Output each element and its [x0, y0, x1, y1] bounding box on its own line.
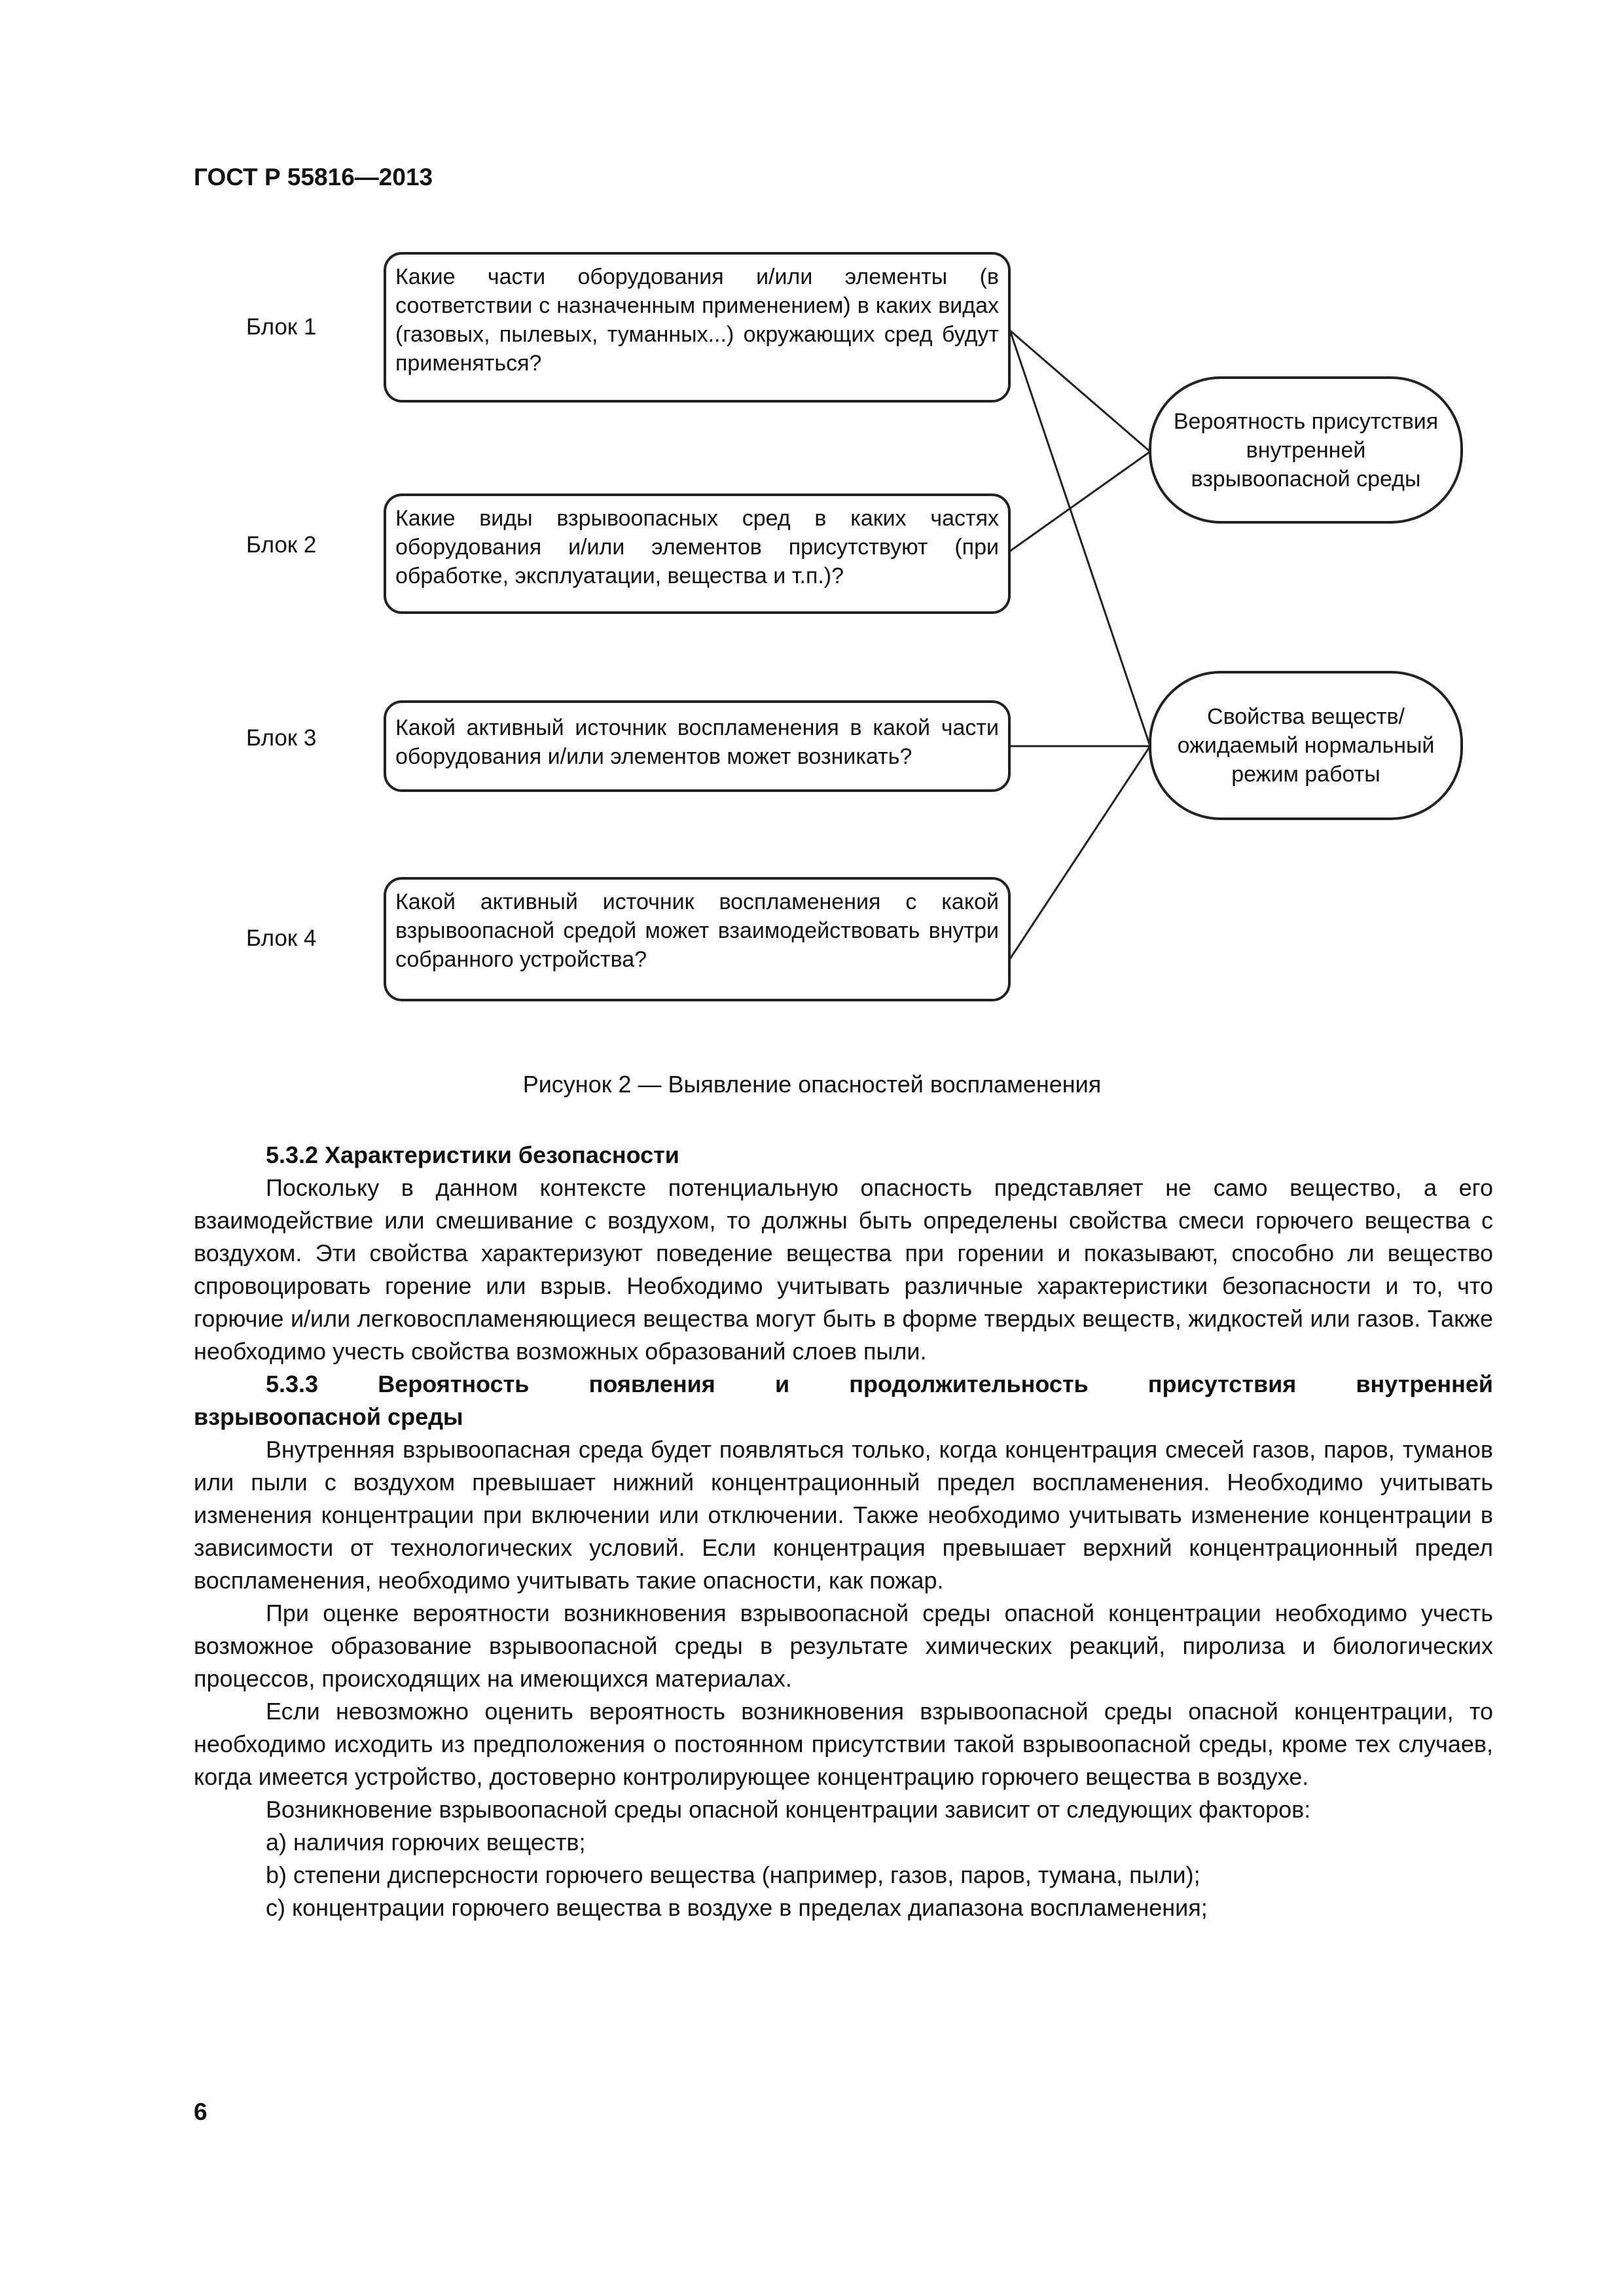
section-5-3-3-paragraph-1: Внутренняя взрывоопасная среда будет появляться только, когда концентрация смесей газов, паров, туманов или пыли с воздухом превышает нижний концентрационный предел воспламенения. Необходимо учитывать изменения концентрации при включении или отключении. Также необходимо учитывать изменение концентрации в зависимости от технологических условий. Если концентрация превышает верхний концентрационный предел воспламенения, необходимо учитывать такие опасности, как пожар. [194, 1436, 1493, 1594]
outcome-substance-properties: Свойства веществ/ожидаемый нормальный режим работы [1149, 671, 1463, 820]
list-item: a) наличия горючих веществ; [266, 1829, 586, 1856]
page-number: 6 [194, 2098, 208, 2125]
block-label-3: Блок 3 [246, 725, 317, 751]
block-3: Какой активный источник воспламенения в какой части оборудования и/или элементов может возникать? [384, 700, 1011, 792]
section-5-3-3-title-cont: взрывоопасной среды [194, 1403, 463, 1430]
block-label-4: Блок 4 [246, 925, 317, 951]
list-item: c) концентрации горючего вещества в воздухе в пределах диапазона воспламенения; [266, 1894, 1208, 1921]
figure-2-diagram [0, 0, 1624, 1047]
section-5-3-2-title: 5.3.2 Характеристики безопасности [266, 1141, 679, 1168]
section-5-3-3-paragraph-2: При оценке вероятности возникновения взрывоопасной среды опасной концентрации необходимо учесть возможное образование взрывоопасной среды в результате химических реакций, пиролиза и биологических процессов, происходящих на имеющихся материалах. [194, 1600, 1493, 1692]
section-5-3-3-title: 5.3.3 Вероятность появления и продолжительность присутствия внутренней [266, 1371, 1493, 1397]
section-5-3-3-paragraph-4: Возникновение взрывоопасной среды опасной концентрации зависит от следующих факторов: [266, 1796, 1311, 1823]
block-label-1: Блок 1 [246, 314, 317, 340]
block-1: Какие части оборудования и/или элементы (в соответствии с назначенным применением) в каких видах (газовых, пылевых, туманных...) окружающих сред будут применяться? [384, 252, 1011, 403]
block-4: Какой активный источник воспламенения с какой взрывоопасной средой может взаимодействовать внутри собранного устройства? [384, 877, 1011, 1001]
block-label-2: Блок 2 [246, 532, 317, 558]
list-item: b) степени дисперсности горючего вещества (например, газов, паров, тумана, пыли); [266, 1861, 1200, 1888]
line-block4-oval2 [1010, 746, 1150, 959]
section-5-3-2-paragraph: Поскольку в данном контексте потенциальную опасность представляет не само вещество, а его взаимодействие или смешивание с воздухом, то должны быть определены свойства смеси горючего вещества с воздухом. Эти свойства характеризуют поведение вещества при горении и показывают, способно ли вещество спровоцировать горение или взрыв. Необходимо учитывать различные характеристики безопасности и то, что горючие и/или легковоспламеняющиеся вещества могут быть в форме твердых веществ, жидкостей или газов. Также необходимо учесть свойства возможных образований слоев пыли. [194, 1174, 1493, 1365]
outcome-internal-atmosphere: Вероятность присутствия внутренней взрывоопасной среды [1149, 376, 1463, 524]
body-text [194, 1139, 1493, 1924]
document-header: ГОСТ Р 55816—2013 [194, 164, 433, 190]
line-block1-oval2 [1010, 331, 1150, 746]
figure-caption: Рисунок 2 — Выявление опасностей воспламенения [522, 1071, 1102, 1098]
section-5-3-3-paragraph-3: Если невозможно оценить вероятность возникновения взрывоопасной среды опасной концентрации, то необходимо исходить из предположения о постоянном присутствии такой взрывоопасной среды, кроме тех случаев, когда имеется устройство, достоверно контролирующее концентрацию горючего вещества в воздухе. [194, 1698, 1493, 1790]
block-2: Какие виды взрывоопасных сред в каких частях оборудования и/или элементов присутствуют (при обработке, эксплуатации, вещества и т.п.)? [384, 493, 1011, 614]
